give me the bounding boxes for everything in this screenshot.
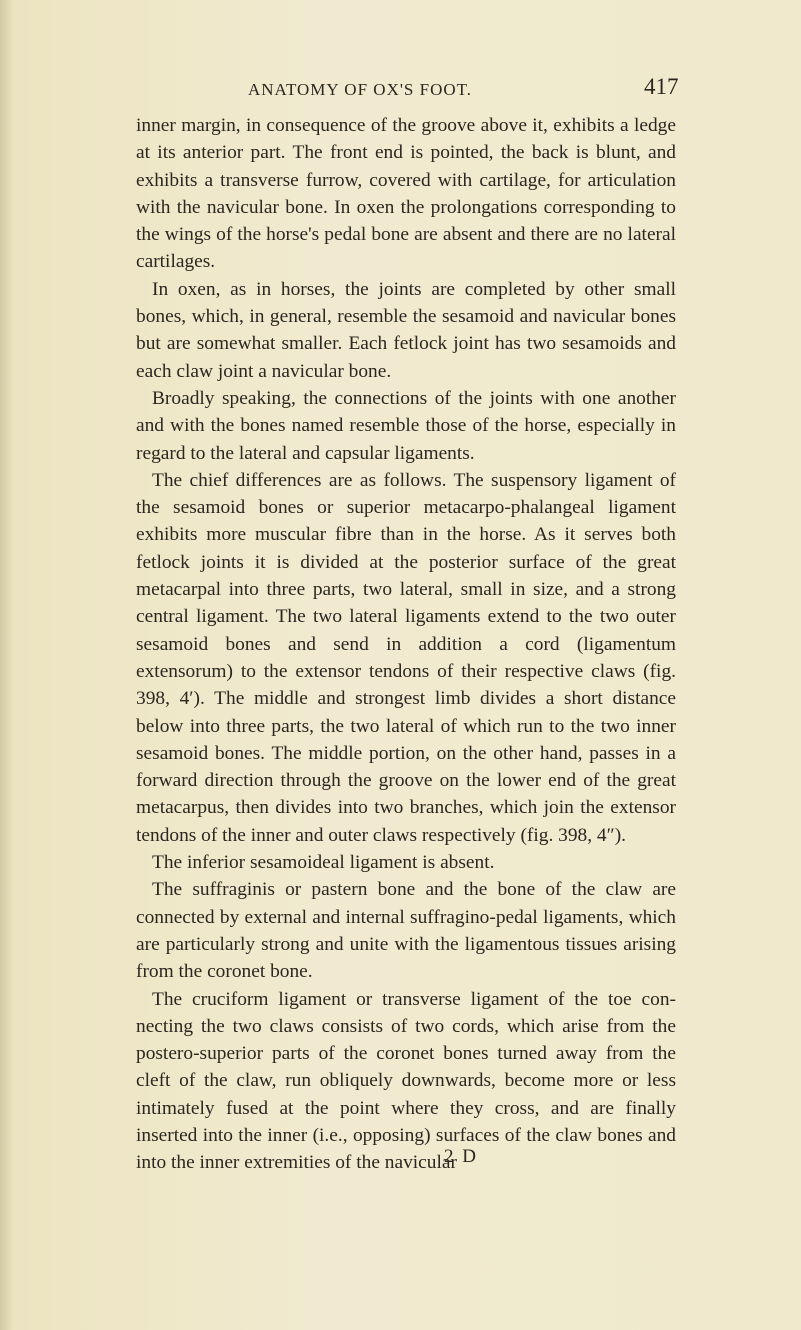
paragraph-inferior-ligament: The inferior sesamoideal ligament is absent.	[152, 852, 495, 874]
paragraph-cruciform-ligament: The cruciform ligament or transverse ligament of the toe connecting the two claws consists of two cords, which arise from the postero-superior parts of the coronet bones turned away from the cleft of the claw, run obliquely downwards, become more or less intimately fused at the point where they cross, and are finally inserted into the inner (i.e., opposing) surfaces of the claw bones and into the inner extremities of the navicular	[136, 988, 676, 1174]
page-number: 417	[644, 74, 679, 99]
body-text	[136, 112, 676, 1177]
signature-mark: 2 D	[444, 1146, 478, 1167]
paragraph-connections: Broadly speaking, the connections of the joints with one another and with the bones named resemble those of the horse, especially in regard to the lateral and capsular ligaments.	[136, 387, 676, 464]
paragraph-chief-differences: The chief differences are as follows. The suspensory ligament of the sesamoid bones or superior metacarpo-phalangeal ligament exhibits more muscular fibre than in the horse. As it serves both fetlock joints it is divided at the posterior surface of the great metacarpal into three parts, two lateral, small in size, and a strong central ligament. The two lateral ligaments extend to the two outer sesamoid bones and send in addition a cord (ligamentum extensorum) to the extensor tendons of their respective claws (fig. 398, 4′). The middle and strongest limb divides a short distance below into three parts, the two lateral of which run to the two inner sesamoid bones. The middle portion, on the other hand, passes in a forward direction through the groove on the lower end of the great metacarpus, then divides into two branches, which join the extensor tendons of the inner and outer claws respectively (fig. 398, 4″).	[136, 469, 676, 846]
paragraph-small-bones: In oxen, as in horses, the joints are completed by other small bones, which, in general, resemble the sesamoid and navicular bones but are somewhat smaller. Each fetlock joint has two sesamoids and each claw joint a navicular bone.	[136, 278, 676, 382]
paragraph-suffraginis: The suffraginis or pastern bone and the bone of the claw are connected by external and internal suffragino-pedal ligaments, which are particularly strong and unite with the ligamentous tissues arising from the coronet bone.	[136, 879, 676, 983]
paragraph-continuation: inner margin, in consequence of the groove above it, exhibits a ledge at its anterior part. The front end is pointed, the back is blunt, and exhibits a transverse furrow, covered with cartilage, for articulation with the navicular bone. In oxen the prolongations corresponding to the wings of the horse's pedal bone are absent and there are no lateral cartilages.	[136, 115, 676, 273]
running-head: ANATOMY OF OX'S FOOT.	[248, 80, 472, 99]
page-gutter-shadow	[0, 0, 14, 1330]
